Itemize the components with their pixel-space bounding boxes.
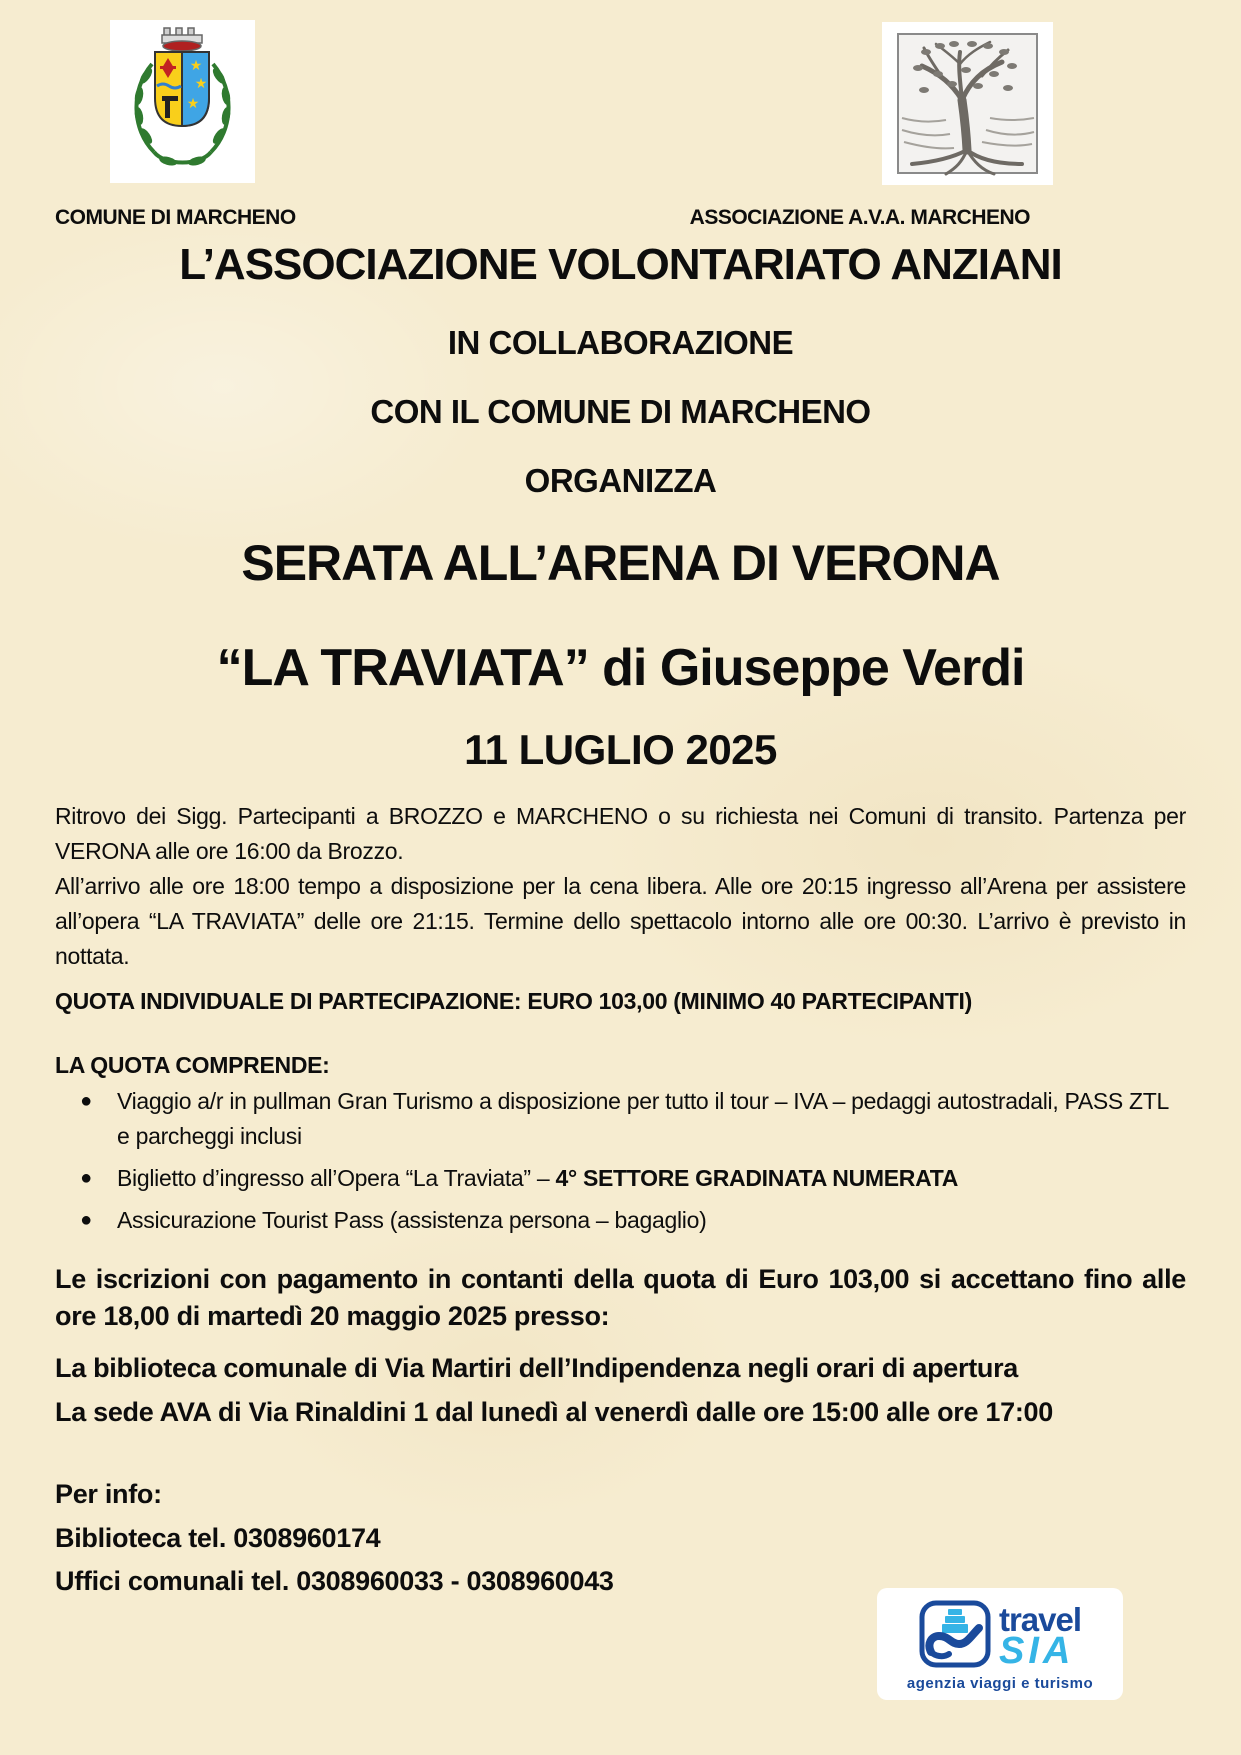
travel-sia-tagline: agenzia viaggi e turismo (906, 1675, 1094, 1692)
bullet-text: Viaggio a/r in pullman Gran Turismo a disposizione per tutto il tour – IVA – pedaggi autostradali, PASS ZTL e parcheggi inclusi (117, 1088, 1169, 1149)
event-date: 11 LUGLIO 2025 (464, 726, 777, 773)
bullet-text: Biglietto d’ingresso all’Opera “La Traviata” – (117, 1165, 556, 1191)
library-phone: Biblioteca tel. 0308960174 (55, 1523, 381, 1553)
fee-includes-label: LA QUOTA COMPRENDE: (55, 1052, 330, 1078)
bullet-text: Assicurazione Tourist Pass (assistenza persona – bagaglio) (117, 1207, 707, 1233)
travel-sia-agency-logo (877, 1588, 1123, 1700)
library-location-info: La biblioteca comunale di Via Martiri dell’Indipendenza negli orari di apertura (55, 1353, 1019, 1383)
bullet-icon: ● (80, 1090, 92, 1112)
fee-includes-list (55, 1084, 1186, 1245)
organizza-subtitle: ORGANIZZA (524, 462, 717, 499)
travel-sia-brand-travel: travel (998, 1601, 1082, 1638)
org-name-left: COMUNE DI MARCHENO (55, 206, 296, 229)
per-info-label: Per info: (55, 1479, 162, 1509)
comune-subtitle: CON IL COMUNE DI MARCHENO (370, 393, 871, 430)
registration-info: Le iscrizioni con pagamento in contanti della quota di Euro 103,00 si accettano fino alle ore 18,00 di martedì 20 maggio 2025 presso: (55, 1264, 1186, 1331)
bullet-icon: ● (80, 1209, 92, 1231)
svg-text:★: ★ (186, 96, 200, 112)
comune-di-marcheno-coat-of-arms-icon (110, 20, 255, 183)
svg-text:★: ★ (194, 76, 208, 92)
program-description (55, 799, 1186, 974)
svg-text:★: ★ (189, 58, 203, 74)
org-name-right: ASSOCIAZIONE A.V.A. MARCHENO (689, 206, 1030, 229)
bullet-bold-text: 4° SETTORE GRADINATA NUMERATA (555, 1165, 959, 1191)
municipal-phones: Uffici comunali tel. 0308960033 - 0308960043 (55, 1566, 614, 1596)
participation-fee-line: QUOTA INDIVIDUALE DI PARTECIPAZIONE: EURO 103,00 (MINIMO 40 PARTECIPANTI) (55, 988, 972, 1014)
show-title: “LA TRAVIATA” di Giuseppe Verdi (216, 639, 1025, 697)
list-item (55, 1084, 1186, 1154)
association-title: L’ASSOCIAZIONE VOLONTARIATO ANZIANI (179, 240, 1062, 289)
list-item (55, 1203, 1186, 1238)
collaboration-subtitle: IN COLLABORAZIONE (447, 324, 794, 361)
event-title: SERATA ALL’ARENA DI VERONA (241, 535, 1000, 591)
travel-sia-swoosh-icon (919, 1600, 991, 1673)
program-paragraph-2: All’arrivo alle ore 18:00 tempo a disposizione per la cena libera. Alle ore 20:15 ingresso all’Arena per assistere all’opera “LA TRAVIATA” delle ore 21:15. Termine dello spettacolo intorno alle ore 00:30. L’arrivo è previsto in nottata. (55, 873, 1186, 969)
program-paragraph-1: Ritrovo dei Sigg. Partecipanti a BROZZO e MARCHENO o su richiesta nei Comuni di transito. Partenza per VERONA alle ore 16:00 da Brozzo. (55, 803, 1186, 864)
ava-marcheno-tree-logo-icon (882, 22, 1053, 185)
list-item (55, 1161, 1186, 1196)
bullet-icon: ● (80, 1167, 92, 1189)
travel-sia-brand-sia: SIA (998, 1630, 1075, 1672)
ava-office-info: La sede AVA di Via Rinaldini 1 dal lunedì al venerdì dalle ore 15:00 alle ore 17:00 (55, 1397, 1053, 1427)
